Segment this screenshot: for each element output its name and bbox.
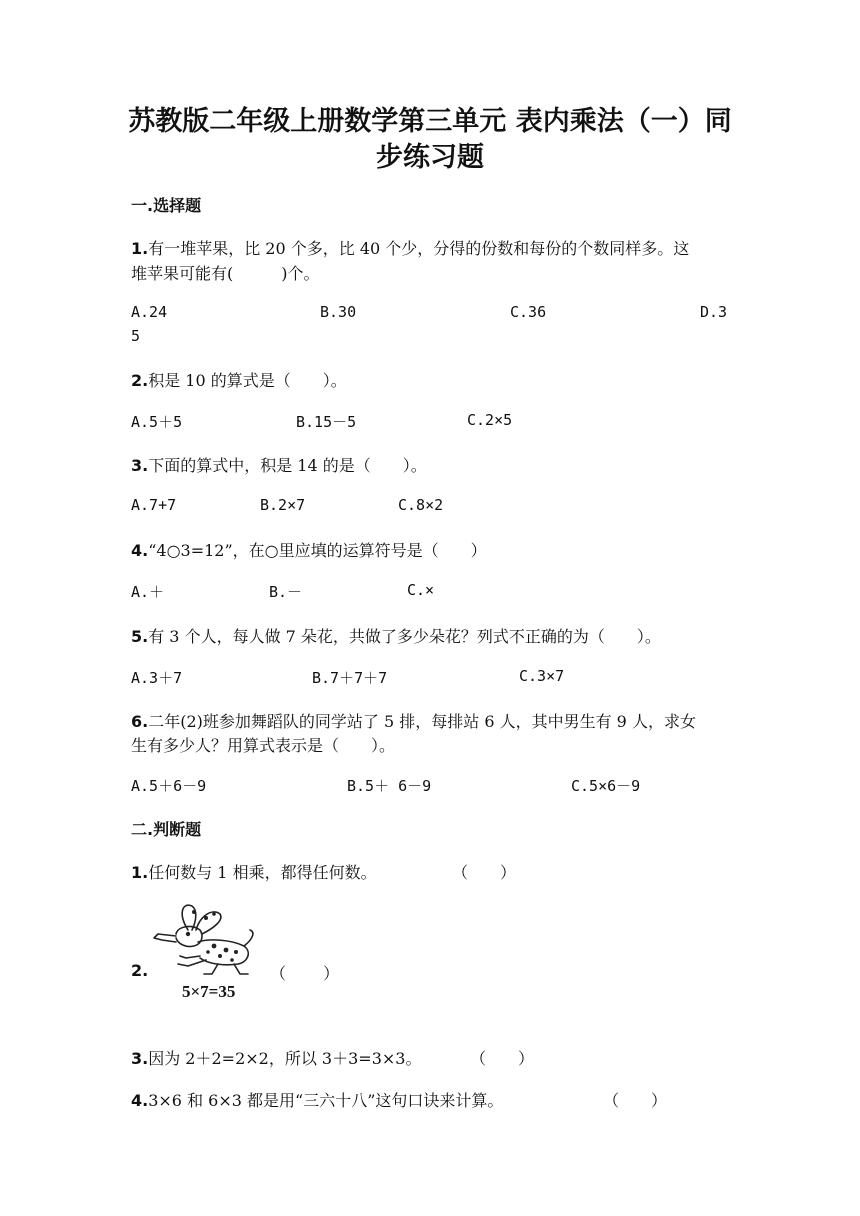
- question-text: “4○3=12”，在○里应填的运算符号是（ ）: [148, 541, 487, 560]
- question-text: 有 3 个人，每人做 7 朵花，共做了多少朵花？列式不正确的为（ ）。: [148, 627, 661, 646]
- question-number: 3.: [131, 456, 149, 475]
- section-heading-choice: 一.选择题: [131, 196, 202, 215]
- question-number: 4.: [131, 541, 149, 560]
- question-text: 二年(2)班参加舞蹈队的同学站了 5 排，每排站 6 人，其中男生有 9 人，求女: [148, 712, 696, 731]
- judge-1: [131, 860, 377, 883]
- option-b[interactable]: B.5＋ 6－9: [347, 777, 432, 795]
- option-a[interactable]: A.24: [131, 303, 168, 321]
- option-c[interactable]: C.×: [407, 581, 435, 599]
- question-text: 3×6 和 6×3 都是用“三六十八”这句口诀来计算。: [148, 1091, 504, 1110]
- option-a[interactable]: A.3＋7: [131, 669, 183, 687]
- question-text: 任何数与 1 相乘，都得任何数。: [148, 863, 377, 882]
- option-c[interactable]: C.36: [510, 303, 547, 321]
- question-4: [131, 538, 487, 561]
- judge-2: [131, 961, 148, 980]
- option-b[interactable]: B.7＋7＋7: [312, 669, 388, 687]
- option-c[interactable]: C.3×7: [519, 667, 565, 685]
- option-c[interactable]: C.5×6－9: [571, 777, 641, 795]
- question-number: 3.: [131, 1049, 149, 1068]
- option-a[interactable]: A.7+7: [131, 496, 177, 514]
- section-heading-judge: 二.判断题: [131, 820, 202, 839]
- answer-paren[interactable]: （ ）: [452, 863, 517, 882]
- question-number: 4.: [131, 1091, 149, 1110]
- option-a[interactable]: A.＋: [131, 583, 165, 601]
- page-title: 苏教版二年级上册数学第三单元 表内乘法（一）同: [128, 106, 732, 137]
- question-number: 1.: [131, 863, 149, 882]
- option-a[interactable]: A.5＋5: [131, 413, 183, 431]
- equation-label: 5×7=35: [182, 982, 236, 1001]
- option-d-wrap: 5: [131, 327, 141, 345]
- page-title-line2: 步练习题: [376, 142, 484, 173]
- option-c[interactable]: C.2×5: [467, 411, 513, 429]
- question-number: 6.: [131, 712, 149, 731]
- option-b[interactable]: B.2×7: [260, 496, 306, 514]
- option-a[interactable]: A.5＋6－9: [131, 777, 207, 795]
- option-b[interactable]: B.－: [269, 583, 303, 601]
- question-number: 2.: [131, 371, 149, 390]
- question-2: [131, 368, 347, 391]
- question-1-line2: 堆苹果可能有( )个。: [131, 264, 320, 283]
- answer-paren[interactable]: （ ）: [603, 1091, 668, 1110]
- question-number: 2.: [131, 961, 149, 980]
- question-5: [131, 624, 661, 647]
- question-text: 积是 10 的算式是（ ）。: [148, 371, 347, 390]
- question-number: 1.: [131, 239, 149, 258]
- question-text: 因为 2＋2=2×2，所以 3＋3=3×3。: [148, 1049, 422, 1068]
- option-d[interactable]: D.3: [700, 303, 728, 321]
- answer-paren[interactable]: （ ）: [470, 1049, 535, 1068]
- question-number: 5.: [131, 627, 149, 646]
- answer-paren[interactable]: （ ）: [270, 964, 340, 983]
- question-3: [131, 453, 427, 476]
- option-c[interactable]: C.8×2: [398, 496, 444, 514]
- question-text: 有一堆苹果，比 20 个多，比 40 个少，分得的份数和每份的个数同样多。这: [148, 239, 690, 258]
- judge-4: [131, 1088, 503, 1111]
- option-b[interactable]: B.15－5: [296, 413, 357, 431]
- question-1: [131, 236, 689, 259]
- question-text: 下面的算式中，积是 14 的是（ ）。: [148, 456, 427, 475]
- option-b[interactable]: B.30: [320, 303, 357, 321]
- rabbit-dog-icon: [148, 900, 260, 980]
- question-6-line2: 生有多少人？用算式表示是（ ）。: [131, 736, 396, 755]
- question-6: [131, 709, 696, 732]
- judge-3: [131, 1046, 421, 1069]
